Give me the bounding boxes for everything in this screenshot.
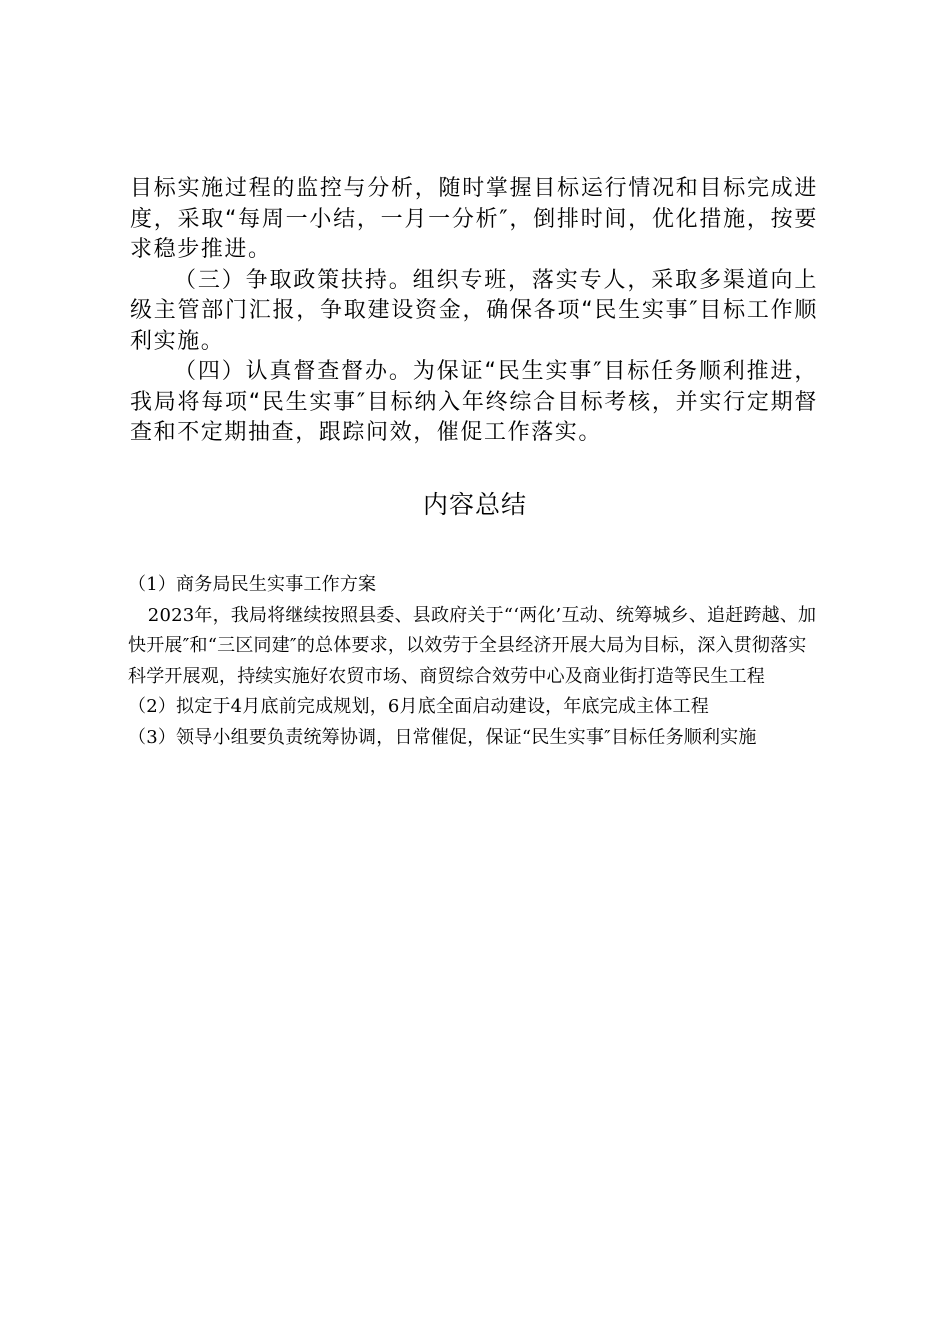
summary-item-2: （2）拟定于4月底前完成规划，6月底全面启动建设，年底完成主体工程 [128, 696, 709, 717]
summary-item-3: （3）领导小组要负责统筹协调，日常催促，保证“民生实事″目标任务顺利实施 [128, 726, 757, 748]
summary-item-1-text: 2023年，我局将继续按照县委、县政府关于“‘两化’互动、统筹城乡、追赶跨越、加快开展″和“三区同建″的总体要求，以效劳于全县经济开展大局为目标，深入贯彻落实科学开展观，持续实施好农贸市场、商贸综合效劳中心及商业街打造等民生工程 [128, 604, 817, 687]
body-paragraph-continuation: 目标实施过程的监控与分析，随时掌握目标运行情况和目标完成进度，采取“每周一小结，一月一分析″，倒排时间，优化措施，按要求稳步推进。 [130, 176, 818, 262]
summary-title: 内容总结 [422, 490, 527, 519]
body-text [130, 174, 818, 449]
body-paragraph-policy-support: （三）争取政策扶持。组织专班，落实专人，采取多渠道向上级主管部门汇报，争取建设资金，确保各项“民生实事″目标工作顺利实施。 [130, 267, 818, 354]
body-paragraph-supervision: （四）认真督查督办。为保证“民生实事″目标任务顺利推进，我局将每项“民生实事″目标纳入年终综合目标考核，并实行定期督查和不定期抽查，跟踪问效，催促工作落实。 [130, 359, 818, 445]
summary-section [128, 570, 823, 753]
summary-item-1-heading: （1）商务局民生实事工作方案 [128, 574, 377, 595]
